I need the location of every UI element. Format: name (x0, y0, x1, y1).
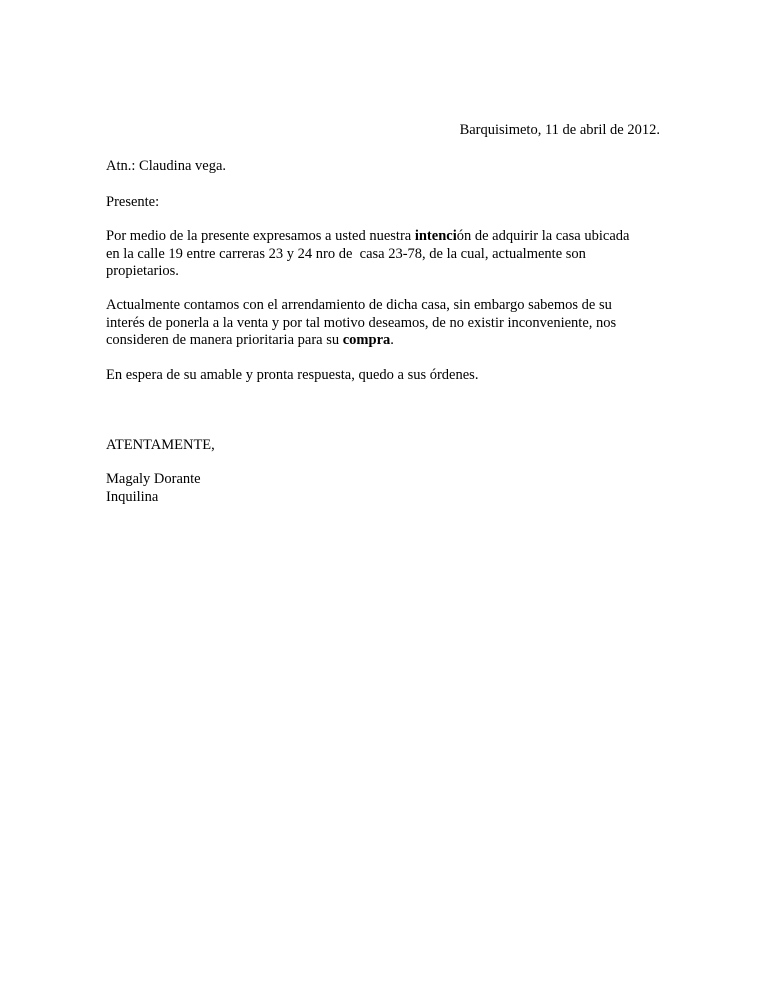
signer-name: Magaly Dorante (106, 471, 201, 487)
paragraph-intent (106, 228, 666, 281)
date-line: Barquisimeto, 11 de abril de 2012. (459, 122, 660, 138)
bold-word-intencion: intenci (414, 228, 457, 244)
paragraph-request-line-1: Actualmente contamos con el arrendamiento de dicha casa, sin embargo sabemos de su (106, 297, 612, 313)
paragraph-request-line-3-pre: consideren de manera prioritaria para su (106, 332, 343, 348)
paragraph-intent-line-3: propietarios. (106, 263, 179, 279)
paragraph-closing-remark: En espera de su amable y pronta respuesta, quedo a sus órdenes. (106, 367, 479, 383)
paragraph-request-line-3-post: . (390, 332, 394, 348)
paragraph-request-line-2: interés de ponerla a la venta y por tal motivo deseamos, de no existir inconveniente, nos (106, 314, 617, 331)
paragraph-intent-line-1-post: ón de adquirir la casa ubicada (456, 228, 630, 244)
paragraph-request-line-3 (106, 332, 666, 350)
paragraph-intent-line-1-pre: Por medio de la presente expresamos a usted nuestra (106, 228, 415, 244)
bold-word-compra: compra (342, 332, 391, 348)
paragraph-intent-line-2: en la calle 19 entre carreras 23 y 24 nro de casa 23-78, de la cual, actualmente son (106, 245, 586, 262)
paragraph-request (106, 297, 666, 350)
attention-line: Atn.: Claudina vega. (106, 158, 227, 174)
closing-line: ATENTAMENTE, (106, 437, 215, 453)
signature-block (106, 471, 666, 506)
signer-role: Inquilina (106, 488, 159, 505)
greeting-line: Presente: (106, 194, 160, 210)
paragraph-intent-line-1 (106, 228, 666, 246)
